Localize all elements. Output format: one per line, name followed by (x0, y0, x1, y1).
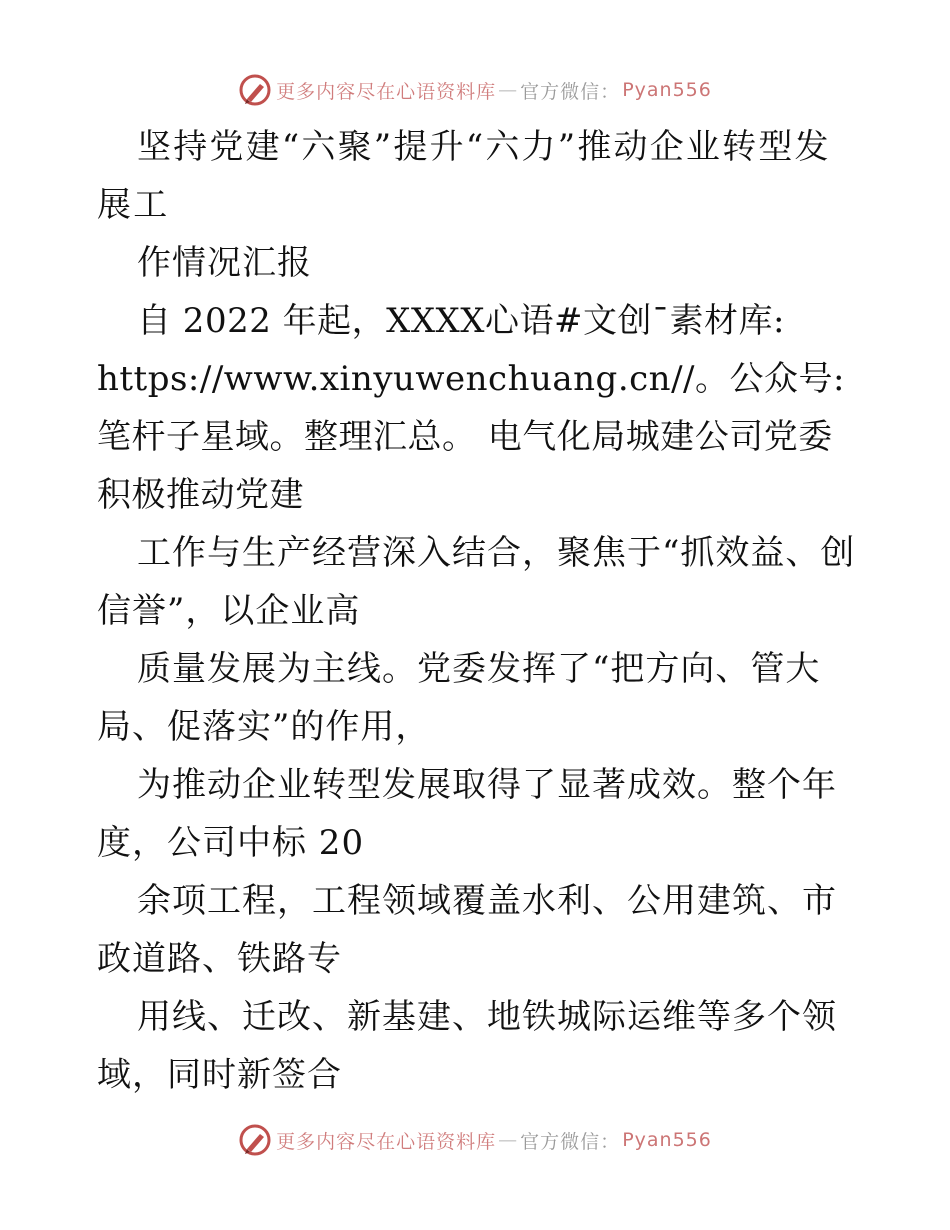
banner-text: 更多内容尽在心语资料库 (276, 1130, 497, 1153)
pen-logo-icon (238, 73, 272, 107)
paragraph-work: 工作与生产经营深入结合，聚焦于“抓效益、创信誉”，以企业高 (97, 533, 856, 631)
paragraph-intro: 自 2022 年起，XXXX心语#文创¯素材库: https://www.xinyuwenchuang.cn//。公众号: 笔杆子星域。整理汇总。 电气化局城建公司党委积极推动党建 (97, 301, 845, 515)
banner-wechat-id: Pyan556 (622, 79, 712, 101)
banner-official-label: 官方微信： (520, 80, 621, 103)
paragraph-results: 为推动企业转型发展取得了显著成效。整个年度，公司中标 20 (97, 765, 837, 863)
footer-banner (0, 1120, 950, 1160)
paragraph-fields: 用线、迁改、新基建、地铁城际运维等多个领域，同时新签合 (97, 997, 837, 1095)
paragraph-quality: 质量发展为主线。党委发挥了“把方向、管大局、促落实”的作用， (97, 649, 821, 747)
header-banner (0, 70, 950, 110)
banner-wechat-id: Pyan556 (622, 1129, 712, 1151)
banner-separator: — (498, 79, 519, 101)
banner-official-label: 官方微信： (520, 1130, 621, 1153)
pen-logo-icon (238, 1123, 272, 1157)
document-body (97, 118, 857, 1104)
paragraph-title-line: 坚持党建“六聚”提升“六力”推动企业转型发展工 (97, 127, 831, 225)
banner-separator: — (498, 1129, 519, 1151)
banner-text: 更多内容尽在心语资料库 (276, 80, 497, 103)
paragraph-title-cont: 作情况汇报 (137, 243, 312, 283)
paragraph-projects: 余项工程，工程领域覆盖水利、公用建筑、市政道路、铁路专 (97, 881, 837, 979)
